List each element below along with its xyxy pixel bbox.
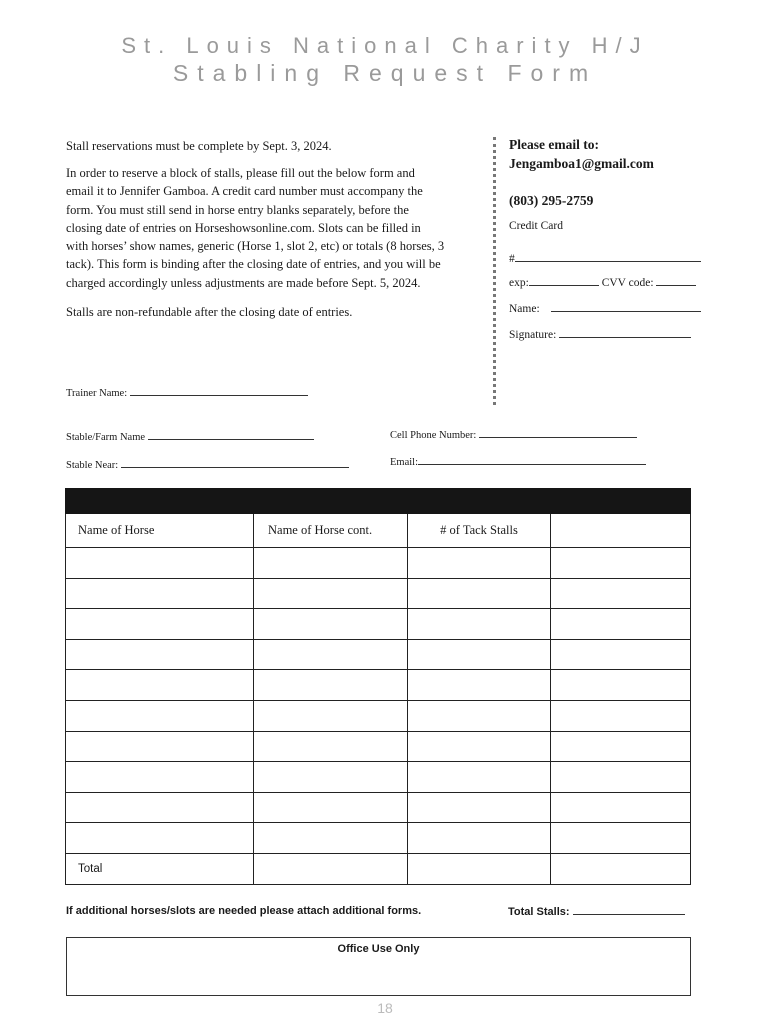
table-cell[interactable] xyxy=(66,762,254,793)
table-cell[interactable] xyxy=(408,762,551,793)
table-cell[interactable] xyxy=(254,792,408,823)
table-row xyxy=(66,548,691,579)
office-use-label: Office Use Only xyxy=(337,943,420,955)
exp-cvv-row xyxy=(509,274,696,289)
cvv-label: CVV code: xyxy=(601,277,654,289)
stable-farm-label: Stable/Farm Name xyxy=(66,432,146,443)
table-row xyxy=(66,578,691,609)
stable-near-field[interactable] xyxy=(121,456,349,468)
page-number: 18 xyxy=(377,1000,393,1016)
card-name-field[interactable] xyxy=(551,300,701,312)
email-label: Email: xyxy=(390,457,418,468)
table-header-bar xyxy=(66,489,691,514)
total-stalls-row xyxy=(508,905,685,918)
table-cell[interactable] xyxy=(66,639,254,670)
email-row xyxy=(390,453,646,468)
exp-label: exp: xyxy=(509,277,529,289)
card-number-field[interactable] xyxy=(515,250,701,262)
instruction-line: charged accordingly unless adjustments are made before Sept. 5, 2024. xyxy=(66,275,421,290)
card-number-label: # xyxy=(509,253,515,265)
table-row xyxy=(66,700,691,731)
total-tack-cell[interactable] xyxy=(408,853,551,884)
table-cell[interactable] xyxy=(408,792,551,823)
refund-policy: Stalls are non-refundable after the closing date of entries. xyxy=(66,305,353,319)
table-cell[interactable] xyxy=(66,700,254,731)
stable-near-row xyxy=(66,456,349,471)
table-cell[interactable] xyxy=(66,792,254,823)
instructions-paragraph xyxy=(66,164,486,292)
table-row xyxy=(66,762,691,793)
instruction-line: closing date of entries on Horseshowsonline.com. Slots can be filled in xyxy=(66,220,421,235)
table-row xyxy=(66,731,691,762)
col-name-of-horse: Name of Horse xyxy=(66,514,254,548)
cell-phone-label: Cell Phone Number: xyxy=(390,430,477,441)
table-cell[interactable] xyxy=(254,578,408,609)
total-stalls-field[interactable] xyxy=(573,905,685,915)
signature-label: Signature: xyxy=(509,329,557,341)
table-cell[interactable] xyxy=(254,609,408,640)
cell-phone-field[interactable] xyxy=(479,426,637,438)
column-divider xyxy=(493,137,496,405)
table-cell[interactable] xyxy=(66,609,254,640)
col-name-of-horse-cont: Name of Horse cont. xyxy=(254,514,408,548)
table-cell[interactable] xyxy=(408,823,551,854)
deadline-text: Stall reservations must be complete by Sept. 3, 2024. xyxy=(66,139,332,153)
table-cell[interactable] xyxy=(551,670,691,701)
table-cell[interactable] xyxy=(551,823,691,854)
trainer-label: Trainer Name: xyxy=(66,388,128,399)
table-cell[interactable] xyxy=(254,731,408,762)
table-cell[interactable] xyxy=(408,731,551,762)
trainer-row xyxy=(66,384,308,399)
table-row xyxy=(66,792,691,823)
horse-stall-table xyxy=(65,488,691,885)
credit-card-label: Credit Card xyxy=(509,220,563,232)
col-tack-stalls: # of Tack Stalls xyxy=(408,514,551,548)
table-cell[interactable] xyxy=(66,823,254,854)
table-cell[interactable] xyxy=(254,853,408,884)
table-cell[interactable] xyxy=(66,548,254,579)
signature-field[interactable] xyxy=(559,326,691,338)
table-row xyxy=(66,609,691,640)
contact-email[interactable]: Jengamboa1@gmail.com xyxy=(509,156,654,171)
table-cell[interactable] xyxy=(254,639,408,670)
table-cell[interactable] xyxy=(66,578,254,609)
table-row xyxy=(66,639,691,670)
cell-phone-row xyxy=(390,426,637,441)
table-cell[interactable] xyxy=(408,639,551,670)
table-total-row xyxy=(66,853,691,884)
col-blank xyxy=(551,514,691,548)
office-use-box xyxy=(66,937,691,996)
table-cell[interactable] xyxy=(408,578,551,609)
cvv-field[interactable] xyxy=(656,274,696,286)
stable-near-label: Stable Near: xyxy=(66,460,119,471)
table-cell[interactable] xyxy=(551,792,691,823)
table-cell[interactable] xyxy=(408,700,551,731)
form-title-line1: St. Louis National Charity H/J xyxy=(121,33,649,58)
instruction-line: with horses’ show names, generic (Horse 1, slot 2, etc) or totals (8 horses, 3 xyxy=(66,239,445,254)
signature-row xyxy=(509,326,691,341)
exp-field[interactable] xyxy=(529,274,599,286)
trainer-field[interactable] xyxy=(130,384,308,396)
instruction-line: In order to reserve a block of stalls, please fill out the below form and xyxy=(66,166,415,180)
email-field[interactable] xyxy=(418,453,646,465)
card-number-row xyxy=(509,250,701,265)
table-cell[interactable] xyxy=(551,578,691,609)
table-cell[interactable] xyxy=(551,639,691,670)
form-title-line2: Stabling Request Form xyxy=(172,60,598,86)
total-stalls-label: Total Stalls: xyxy=(508,906,570,918)
email-to-label: Please email to: xyxy=(509,137,599,152)
table-cell[interactable] xyxy=(551,548,691,579)
table-cell[interactable] xyxy=(408,670,551,701)
table-row xyxy=(66,823,691,854)
stable-farm-field[interactable] xyxy=(148,428,314,440)
table-cell[interactable] xyxy=(66,731,254,762)
stable-farm-row xyxy=(66,428,314,443)
table-column-headers xyxy=(66,514,691,548)
table-cell[interactable] xyxy=(408,609,551,640)
table-cell[interactable] xyxy=(551,700,691,731)
table-cell[interactable] xyxy=(551,731,691,762)
table-row xyxy=(66,670,691,701)
table-cell[interactable] xyxy=(254,823,408,854)
contact-phone: (803) 295-2759 xyxy=(509,193,594,208)
table-cell[interactable] xyxy=(66,670,254,701)
card-name-row xyxy=(509,300,701,315)
card-name-label: Name: xyxy=(509,303,540,315)
table-cell[interactable] xyxy=(254,670,408,701)
table-cell[interactable] xyxy=(408,548,551,579)
table-cell[interactable] xyxy=(254,700,408,731)
table-cell[interactable] xyxy=(254,548,408,579)
table-cell[interactable] xyxy=(254,762,408,793)
instruction-line: email it to Jennifer Gamboa. A credit card number must accompany the xyxy=(66,184,423,199)
instruction-line: form. You must still send in horse entry blanks separately, before the xyxy=(66,202,409,217)
table-cell[interactable] xyxy=(551,762,691,793)
additional-forms-note: If additional horses/slots are needed please attach additional forms. xyxy=(66,905,422,917)
instruction-line: tack). This form is binding after the closing date of entries, and you will be xyxy=(66,257,441,272)
table-cell[interactable] xyxy=(551,853,691,884)
total-label: Total xyxy=(66,853,254,884)
table-cell[interactable] xyxy=(551,609,691,640)
